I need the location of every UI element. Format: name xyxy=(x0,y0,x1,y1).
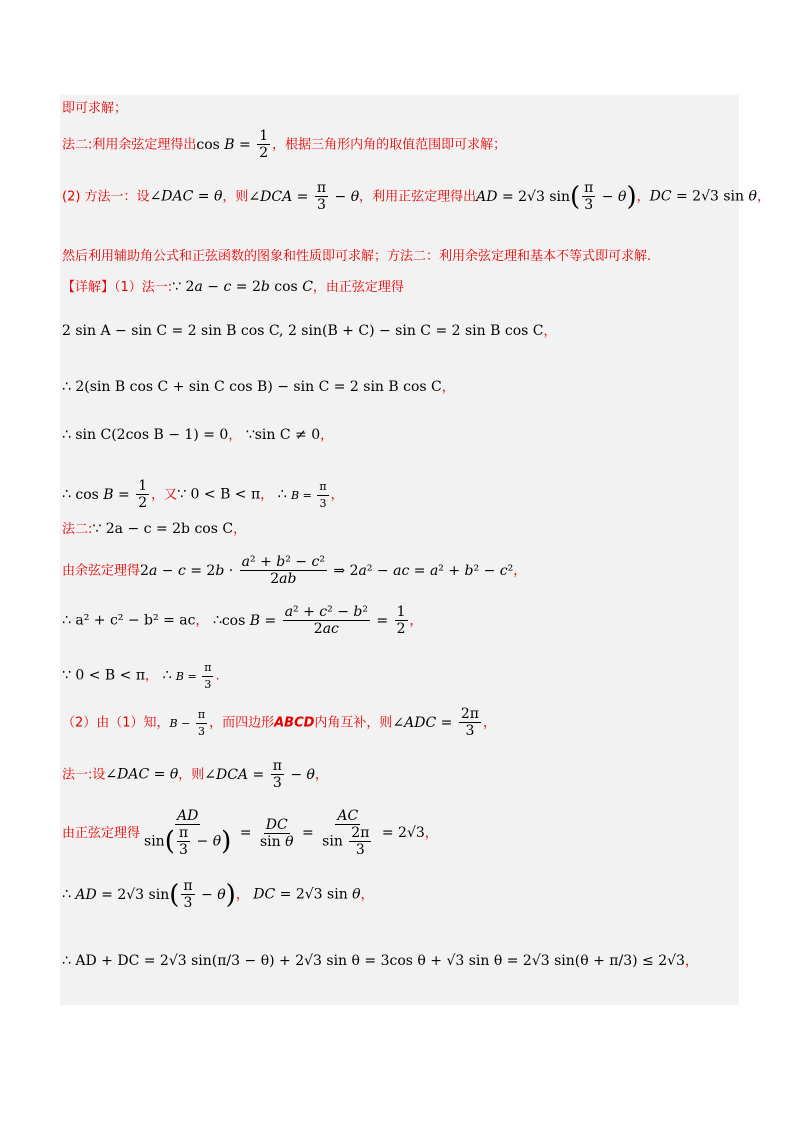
line-12: ∴ a² + c² − b² = ac， ∴cos B = $\frac{\text{a² + c² − b²}}{2ac}$ = $\frac{1}{2}$ ， xyxy=(62,604,423,637)
line-16: 由正弦定理得 AD sin( $\frac{\pi}{3}$ − θ) = $\frac{DC}{\text{sin θ}}$ = AC sin $\frac{2\pi}{3}$ = 2√3， xyxy=(62,808,438,858)
line-5: 【详解】（1）法一:∵ 2a − c = 2b cos C，由正弦定理得 xyxy=(62,279,404,295)
line-8: ∴ sin C(2cos B − 1) = 0， ∵sin C ≠ 0， xyxy=(62,427,334,443)
line-11: 由余弦定理得2a − c = 2b · $\frac{\text{a² + b² − c²}}{2ab}$ ⇒ 2a² − ac = a² + b² − c²， xyxy=(62,554,527,587)
line-4: 然后利用辅助角公式和正弦函数的图象和性质即可求解；方法二：利用余弦定理和基本不等式即可求解. xyxy=(62,249,652,264)
line-13: ∵ 0 < B < π， ∴ B = $\frac{\pi}{3}$ . xyxy=(62,661,220,691)
line-14: （2）由（1）知，B − $\frac{\pi}{3}$ ，而四边形ABCD内角互补，则∠ADC = $\frac{2\pi}{3}$ ， xyxy=(62,706,496,739)
line-3: (2) 方法一：设∠DAC = θ，则∠DCA = $\frac{\pi}{3}$ − θ，利用正弦定理得出AD = 2√3 sin( $\frac{\pi}{3}$ − θ)，DC = 2√3 sin θ， xyxy=(62,180,770,213)
line-6: 2 sin A − sin C = 2 sin B cos C, 2 sin(B + C) − sin C = 2 sin B cos C， xyxy=(62,323,557,339)
line-17: ∴ AD = 2√3 sin( $\frac{\pi}{3}$ − θ)， DC = 2√3 sin θ， xyxy=(62,878,374,911)
line-10: 法二:∵ 2a − c = 2b cos C， xyxy=(62,521,247,537)
line-9: ∴ cos B = $\frac{1}{2}$ ，又∵ 0 < B < π， ∴ B = $\frac{\pi}{3}$ ， xyxy=(62,478,344,511)
line-15: 法一:设∠DAC = θ，则∠DCA = $\frac{\pi}{3}$ − θ， xyxy=(62,758,328,791)
line-18: ∴ AD + DC = 2√3 sin(π/3 − θ) + 2√3 sin θ = 3cos θ + √3 sin θ = 2√3 sin(θ + π/3) ≤ 2√3， xyxy=(62,953,698,969)
line-1: 即可求解； xyxy=(62,101,128,116)
line-7: ∴ 2(sin B cos C + sin C cos B) − sin C = 2 sin B cos C， xyxy=(62,379,455,395)
cosB-half: cos B = $\frac{1}{2}$ xyxy=(196,128,269,161)
line-2: 法二:利用余弦定理得出cos B = $\frac{1}{2}$ ，根据三角形内角的取值范围即可求解； xyxy=(62,128,507,161)
content-panel xyxy=(60,95,739,1005)
